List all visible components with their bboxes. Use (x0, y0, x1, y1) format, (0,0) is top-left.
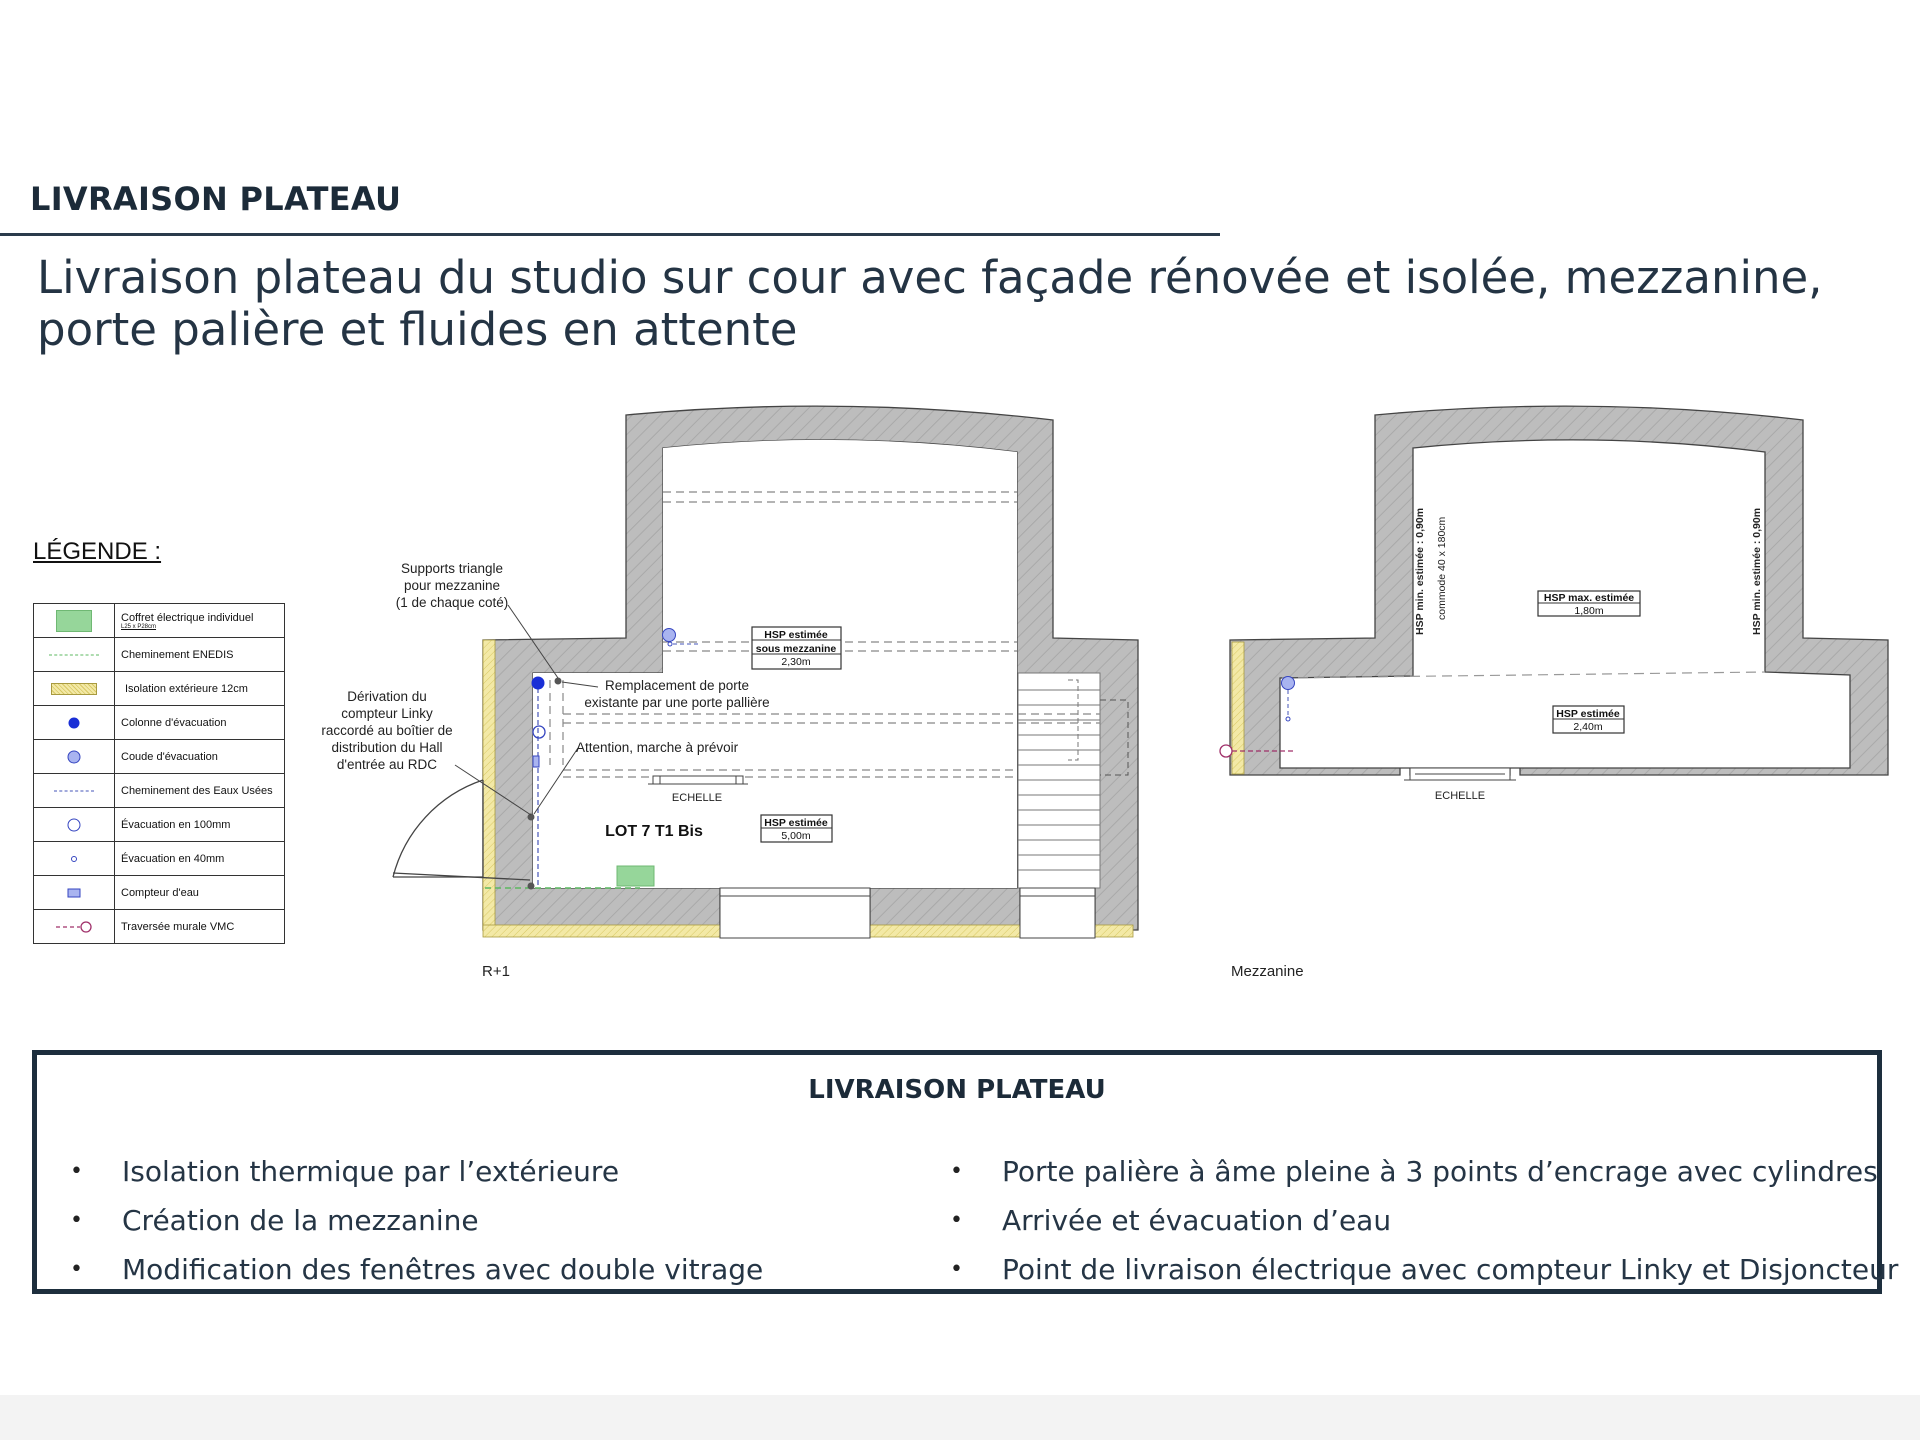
list-item: • Création de la mezzanine (57, 1196, 763, 1245)
water-meter-icon (533, 756, 539, 767)
svg-text:(1 de chaque coté): (1 de chaque coté) (395, 595, 509, 610)
svg-text:compteur Linky: compteur Linky (341, 706, 433, 721)
r1-caption: R+1 (482, 963, 510, 980)
svg-text:pour mezzanine: pour mezzanine (403, 578, 501, 593)
page-subtitle: Livraison plateau du studio sur cour avec façade rénovée et isolée, mezzanine, porte palière et fluides en attente (37, 251, 1823, 356)
svg-text:raccordé au boîtier de: raccordé au boîtier de (321, 723, 453, 738)
hsp-mezz-title: HSP estimée (764, 629, 828, 641)
mezz-caption: Mezzanine (1231, 963, 1304, 980)
hsp-est-title: HSP estimée (1556, 708, 1620, 720)
evacuation-elbow-icon (663, 629, 676, 642)
list-item: • Porte palière à âme pleine à 3 points d’encrage avec cylindres (937, 1147, 1898, 1196)
r1-insulation-bottom3 (1095, 925, 1133, 937)
summary-title: LIVRAISON PLATEAU (808, 1075, 1106, 1105)
hsp-est-value: 2,40m (1573, 721, 1603, 733)
mezz-hsp-est-box (1553, 706, 1624, 733)
r1-hsp-mezz-box (752, 627, 841, 669)
mezz-window (1404, 768, 1516, 780)
r1-insulation-bottom (483, 925, 720, 937)
legend-label: Évacuation en 40mm (115, 842, 285, 876)
annot-marche: Attention, marche à prévoir (576, 740, 739, 755)
vmc-crossing-icon (1220, 745, 1232, 757)
legend-label: Colonne d'évacuation (115, 706, 285, 740)
hsp-max-title: HSP max. estimée (1543, 592, 1635, 604)
support-point (528, 883, 535, 890)
svg-text:Dérivation du: Dérivation du (347, 689, 427, 704)
svg-text:d'entrée au RDC: d'entrée au RDC (336, 757, 438, 772)
hsp-mezz-value: 2,30m (781, 656, 811, 668)
legend-title: LÉGENDE : (33, 538, 162, 565)
legend-label: Compteur d'eau (115, 876, 285, 910)
evacuation-elbow-icon (1282, 677, 1295, 690)
annot-derivation (321, 689, 452, 772)
legend-label: Cheminement des Eaux Usées (115, 774, 285, 808)
lot-label: LOT 7 T1 Bis (605, 823, 703, 840)
summary-box (32, 1050, 1899, 1294)
vert-left-commode: commode 40 x 180cm (1436, 516, 1448, 620)
r1-ladder-label: ECHELLE (671, 792, 723, 804)
r1-hsp-main-box (761, 815, 832, 842)
plan-mezzanine (1220, 406, 1888, 980)
list-item: • Modification des fenêtres avec double vitrage (57, 1245, 763, 1294)
evacuation-40mm-icon (1286, 717, 1290, 721)
annot-supports (396, 561, 509, 610)
legend-label: Coude d'évacuation (115, 740, 285, 774)
footer-band (0, 1395, 1920, 1440)
list-item: • Point de livraison électrique avec compteur Linky et Disjoncteur (937, 1245, 1898, 1294)
support-point (555, 678, 562, 685)
evacuation-column-icon (532, 677, 545, 690)
legend-sublabel: L25 x P28cm (121, 623, 157, 630)
hsp-max-value: 1,80m (1574, 605, 1604, 617)
vert-right-hsp: HSP min. estimée : 0,90m (1751, 507, 1763, 635)
electric-box-icon (617, 866, 654, 886)
hsp-mezz-line2: sous mezzanine (755, 643, 837, 655)
legend-label: Traversée murale VMC (115, 910, 285, 944)
svg-text:Supports triangle: Supports triangle (400, 561, 504, 576)
plan-r1 (321, 406, 1138, 980)
legend-label: Cheminement ENEDIS (115, 638, 285, 672)
r1-ladder (648, 776, 748, 784)
svg-text:distribution du Hall: distribution du Hall (331, 740, 443, 755)
r1-insulation-bottom2 (870, 925, 1020, 937)
legend-label: Coffret électrique individuel (121, 611, 254, 624)
svg-text:existante par une porte palliè: existante par une porte pallière (584, 695, 770, 710)
mezz-ladder-label: ECHELLE (1434, 790, 1486, 802)
mezz-hsp-max-box (1538, 591, 1640, 617)
summary-list-left (57, 1147, 763, 1294)
hsp-main-title: HSP estimée (764, 817, 828, 829)
vert-left-hsp: HSP min. estimée : 0,90m (1414, 507, 1426, 635)
hsp-main-value: 5,00m (781, 830, 811, 842)
list-item: • Isolation thermique par l’extérieure (57, 1147, 763, 1196)
mezz-insulation-left (1232, 642, 1244, 774)
list-item: • Arrivée et évacuation d’eau (937, 1196, 1898, 1245)
summary-list-right (937, 1147, 1898, 1294)
legend-label: Évacuation en 100mm (115, 808, 285, 842)
legend-label: Isolation extérieure 12cm (115, 672, 285, 706)
page-header-title: LIVRAISON PLATEAU (30, 180, 402, 218)
svg-text:Remplacement de porte: Remplacement de porte (604, 678, 750, 693)
